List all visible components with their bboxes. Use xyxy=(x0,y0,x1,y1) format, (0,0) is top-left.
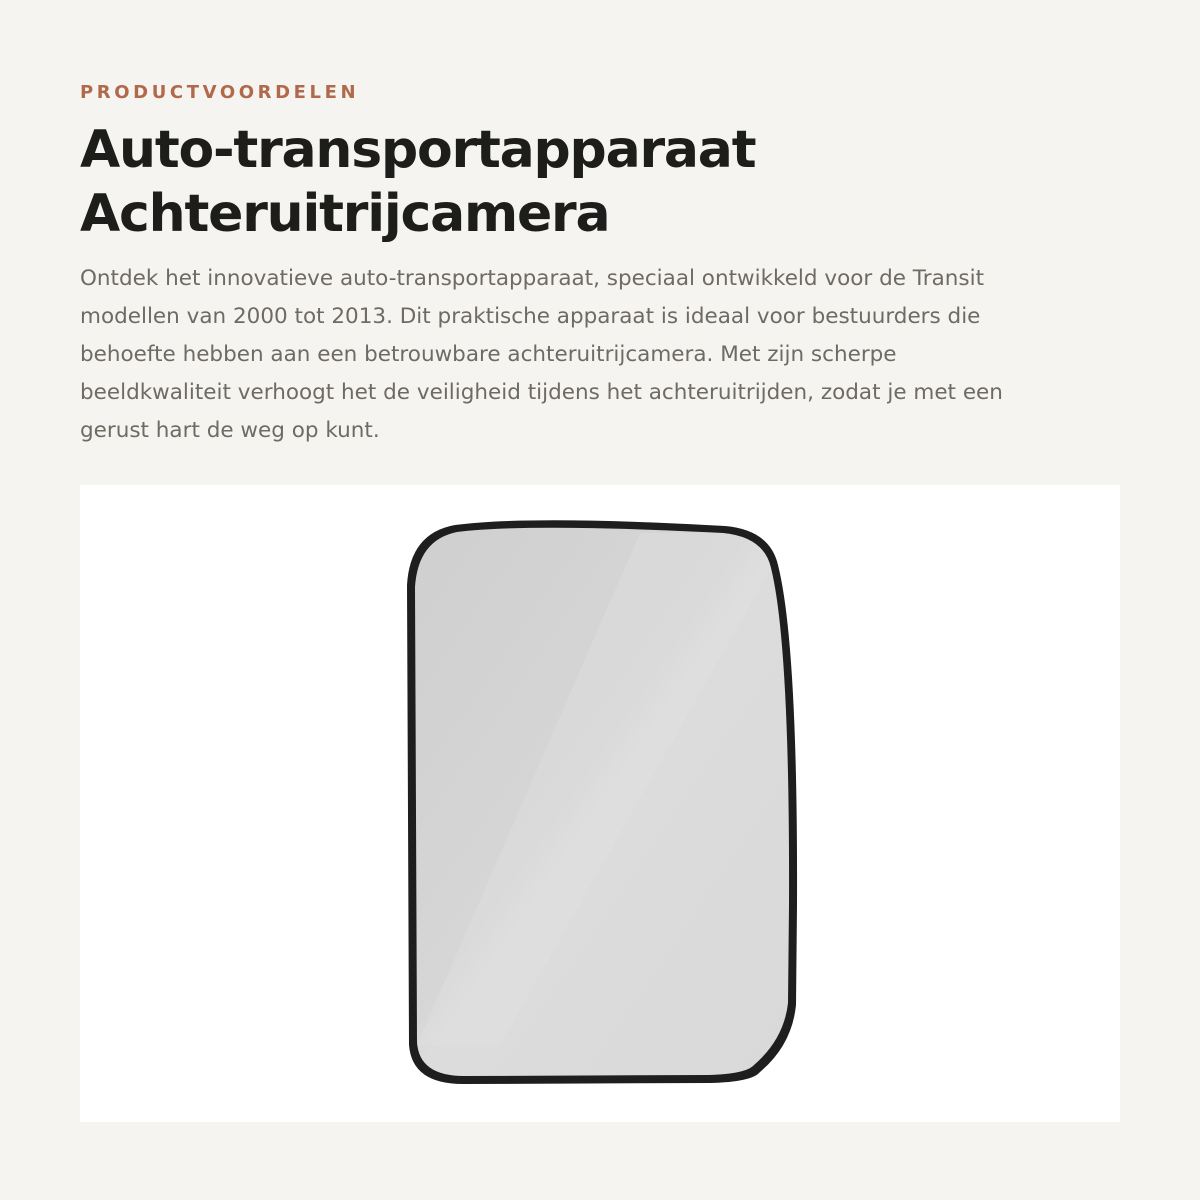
section-eyebrow: PRODUCTVOORDELEN xyxy=(80,82,360,103)
description-line: gerust hart de weg op kunt. xyxy=(80,418,380,443)
description-line: behoefte hebben aan een betrouwbare achteruitrijcamera. Met zijn scherpe xyxy=(80,342,897,367)
description-line: beeldkwaliteit verhoogt het de veiligheid tijdens het achteruitrijden, zodat je met een xyxy=(80,380,1003,405)
description-line: modellen van 2000 tot 2013. Dit praktische apparaat is ideaal voor bestuurders die xyxy=(80,304,981,329)
mirror-glass-icon xyxy=(80,485,1120,1122)
description-line: Ontdek het innovatieve auto-transportapparaat, speciaal ontwikkeld voor de Transit xyxy=(80,266,985,291)
product-image xyxy=(80,485,1120,1122)
section-title xyxy=(80,118,1120,246)
section-description xyxy=(80,260,1070,450)
title-line: Auto-transportapparaat xyxy=(80,120,756,180)
title-line: Achteruitrijcamera xyxy=(80,184,610,244)
